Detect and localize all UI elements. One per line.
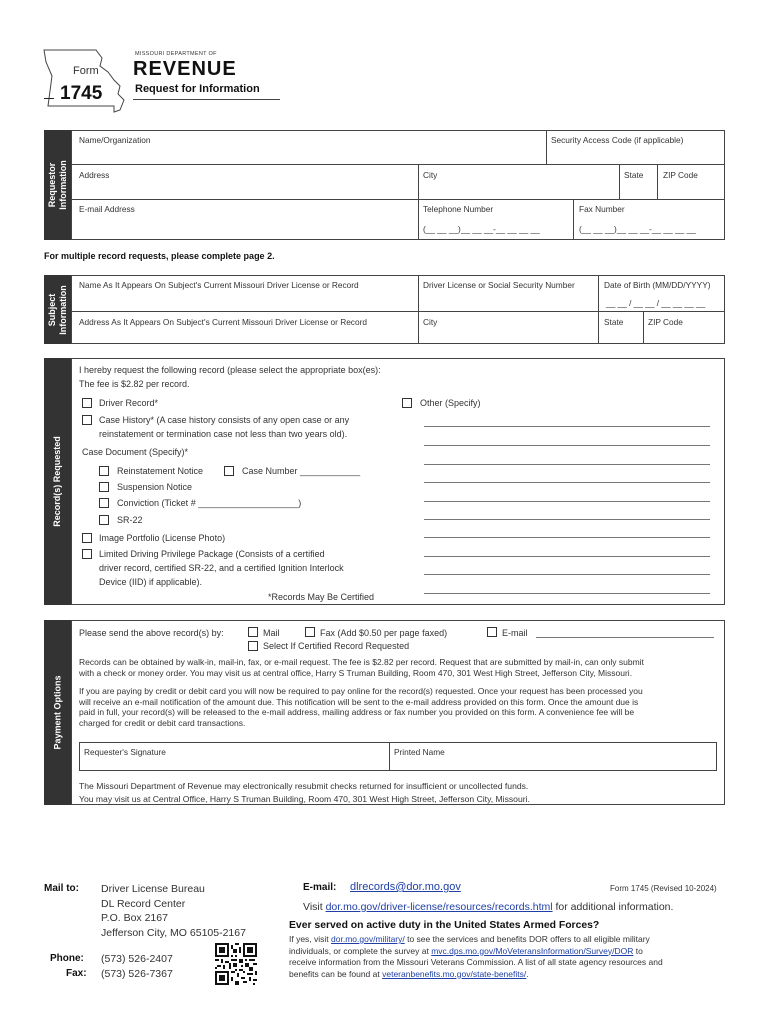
subject-section-label: Subject Information: [44, 275, 71, 344]
title-underline: [133, 99, 280, 100]
reinstatement-notice-label: Reinstatement Notice: [117, 466, 204, 476]
send-mail-checkbox[interactable]: [248, 627, 258, 637]
send-email-label: E-mail: [502, 628, 528, 638]
other-label: Other (Specify): [420, 398, 481, 408]
send-by-label: Please send the above record(s) by:: [79, 628, 224, 638]
case-number-checkbox[interactable]: [224, 466, 234, 476]
fax-number: (573) 526-7367: [101, 968, 173, 980]
send-email-input[interactable]: [536, 637, 714, 638]
case-history-checkbox[interactable]: [82, 415, 92, 425]
send-email-checkbox[interactable]: [487, 627, 497, 637]
requestor-telephone-field[interactable]: Telephone Number: [423, 204, 494, 214]
form-label: Form: [73, 65, 99, 77]
requestor-zip-field[interactable]: ZIP Code: [663, 170, 698, 180]
requestor-city-field[interactable]: City: [423, 170, 438, 180]
suspension-notice-checkbox[interactable]: [99, 482, 109, 492]
central-office-note: You may visit us at Central Office, Harry S Truman Building, Room 470, 301 West High Street, Jefferson City, Missouri.: [79, 794, 530, 804]
dob-mask: __ __ / __ __ / __ __ __ __: [606, 298, 706, 308]
agency-name: REVENUE: [133, 58, 237, 80]
email-label: E-mail:: [303, 882, 337, 893]
agency-top: MISSOURI DEPARTMENT OF: [135, 51, 217, 57]
payment-section-label: Payment Options: [44, 620, 71, 805]
security-access-code-field[interactable]: Security Access Code (if applicable): [551, 135, 684, 145]
phone-number: (573) 526-2407: [101, 953, 173, 965]
conviction-checkbox[interactable]: [99, 498, 109, 508]
requestor-address-field[interactable]: Address: [79, 170, 110, 180]
sr22-checkbox[interactable]: [99, 515, 109, 525]
limited-driving-privilege-detail-1: driver record, certified SR-22, and a certified Ignition Interlock: [99, 563, 344, 573]
payment-info-paragraph-1: Records can be obtained by walk-in, mail-in, fax, or e-mail request. The fee is $2.82 per record. Request that are submitted by mail-in, can only submit with a check or money order. You may visit us at central office, Harry S Truman Building, Room 470, 301 West High Street, Jefferson City, Missouri.: [79, 657, 644, 678]
mailing-address-line-3: P.O. Box 2167: [101, 912, 168, 924]
phone-label: Phone:: [50, 953, 84, 964]
printed-name-field[interactable]: Printed Name: [394, 747, 445, 757]
send-mail-label: Mail: [263, 628, 280, 638]
case-number-label: Case Number ____________: [242, 466, 361, 476]
records-intro: I hereby request the following record (please select the appropriate box(es):: [79, 365, 381, 375]
suspension-notice-label: Suspension Notice: [117, 482, 193, 492]
conviction-label: Conviction (Ticket # ____________________): [117, 498, 302, 508]
limited-driving-privilege-label: Limited Driving Privilege Package (Consists of a certified: [99, 549, 325, 559]
image-portfolio-checkbox[interactable]: [82, 533, 92, 543]
subject-state-field[interactable]: State: [604, 317, 624, 327]
send-fax-checkbox[interactable]: [305, 627, 315, 637]
sr22-label: SR-22: [117, 515, 143, 525]
case-history-detail: reinstatement or termination case not less than two years old).: [99, 429, 348, 439]
case-document-label: Case Document (Specify)*: [82, 447, 189, 457]
requestor-name-field[interactable]: Name/Organization: [79, 135, 151, 145]
reinstatement-notice-checkbox[interactable]: [99, 466, 109, 476]
fax-mask: (__ __ __)__ __ __-__ __ __ __: [579, 224, 696, 234]
resubmit-checks-note: The Missouri Department of Revenue may electronically resubmit checks returned for insufficient or uncollected funds.: [79, 781, 529, 791]
records-link[interactable]: dor.mo.gov/driver-license/resources/records.html: [325, 901, 553, 913]
fax-label: Fax:: [66, 968, 87, 979]
missouri-state-outline-icon: [40, 46, 136, 118]
subject-name-field[interactable]: Name As It Appears On Subject's Current Missouri Driver License or Record: [79, 280, 359, 290]
subject-city-field[interactable]: City: [423, 317, 438, 327]
send-fax-label: Fax (Add $0.50 per page faxed): [320, 628, 448, 638]
requestor-state-field[interactable]: State: [624, 170, 644, 180]
form-number: 1745: [60, 83, 103, 104]
driver-record-label: Driver Record*: [99, 398, 159, 408]
form-title: Request for Information: [135, 83, 260, 95]
form-revision: Form 1745 (Revised 10-2024): [610, 884, 717, 893]
state-benefits-link[interactable]: veteranbenefits.mo.gov/state-benefits/: [382, 968, 527, 979]
form-number-dash: [44, 98, 54, 99]
multiple-requests-note: For multiple record requests, please complete page 2.: [44, 251, 275, 261]
military-link[interactable]: dor.mo.gov/military/: [331, 934, 405, 944]
certified-record-label: Select If Certified Record Requested: [263, 641, 410, 651]
limited-driving-privilege-detail-2: Device (IID) if applicable).: [99, 577, 203, 587]
case-history-label: Case History* (A case history consists of any open case or any: [99, 415, 350, 425]
subject-dob-field[interactable]: Date of Birth (MM/DD/YYYY): [604, 280, 711, 290]
subject-dl-ssn-field[interactable]: Driver License or Social Security Number: [423, 280, 575, 290]
email-link[interactable]: dlrecords@dor.mo.gov: [350, 881, 461, 893]
driver-record-checkbox[interactable]: [82, 398, 92, 408]
armed-forces-heading: Ever served on active duty in the United States Armed Forces?: [289, 920, 600, 931]
requester-signature-field[interactable]: Requester's Signature: [84, 747, 166, 757]
records-fee: The fee is $2.82 per record.: [79, 379, 190, 389]
mailing-address-line-2: DL Record Center: [101, 898, 186, 910]
mailing-address-line-4: Jefferson City, MO 65105-2167: [101, 927, 246, 939]
qr-code-icon[interactable]: [215, 943, 257, 985]
image-portfolio-label: Image Portfolio (License Photo): [99, 533, 226, 543]
visit-info: Visit dor.mo.gov/driver-license/resources/records.html for additional information.: [303, 901, 674, 913]
requestor-fax-field[interactable]: Fax Number: [579, 204, 625, 214]
mailing-address-line-1: Driver License Bureau: [101, 883, 205, 895]
requestor-email-field[interactable]: E-mail Address: [79, 204, 135, 214]
records-section-label: Record(s) Requested: [44, 358, 71, 605]
armed-forces-paragraph: If yes, visit dor.mo.gov/military/ to see the services and benefits DOR offers to all eligible military individuals, or complete the survey at mvc.dps.mo.gov/MoVeteransInformation/Survey/DOR to receive information from the Missouri Veterans Commission. A list of all state agency resources and benefits can be found at veteranbenefits.mo.gov/state-benefits/.: [289, 934, 663, 979]
limited-driving-privilege-checkbox[interactable]: [82, 549, 92, 559]
mail-to-label: Mail to:: [44, 883, 79, 894]
veterans-survey-link[interactable]: mvc.dps.mo.gov/MoVeteransInformation/Survey/DOR: [431, 945, 634, 956]
subject-address-field[interactable]: Address As It Appears On Subject's Current Missouri Driver License or Record: [79, 317, 367, 327]
requestor-section-label: Requestor Information: [44, 130, 71, 240]
telephone-mask: (__ __ __)__ __ __-__ __ __ __: [423, 224, 540, 234]
subject-zip-field[interactable]: ZIP Code: [648, 317, 683, 327]
payment-info-paragraph-2: If you are paying by credit or debit card you will now be required to pay online for the record(s) requested. Once your request has been processed you will receive an e-mail notification of the amount due. This notification will be sent to the e-mail address provided on this form. Once the amount due is paid in full, your record(s) will be released to the e-mail address, mailing address or fax number you provided on this form. A convenience fee will be charged for credit or debit card transactions.: [79, 686, 643, 728]
records-certified-note: *Records May Be Certified: [268, 592, 375, 602]
certified-record-checkbox[interactable]: [248, 641, 258, 651]
other-checkbox[interactable]: [402, 398, 412, 408]
